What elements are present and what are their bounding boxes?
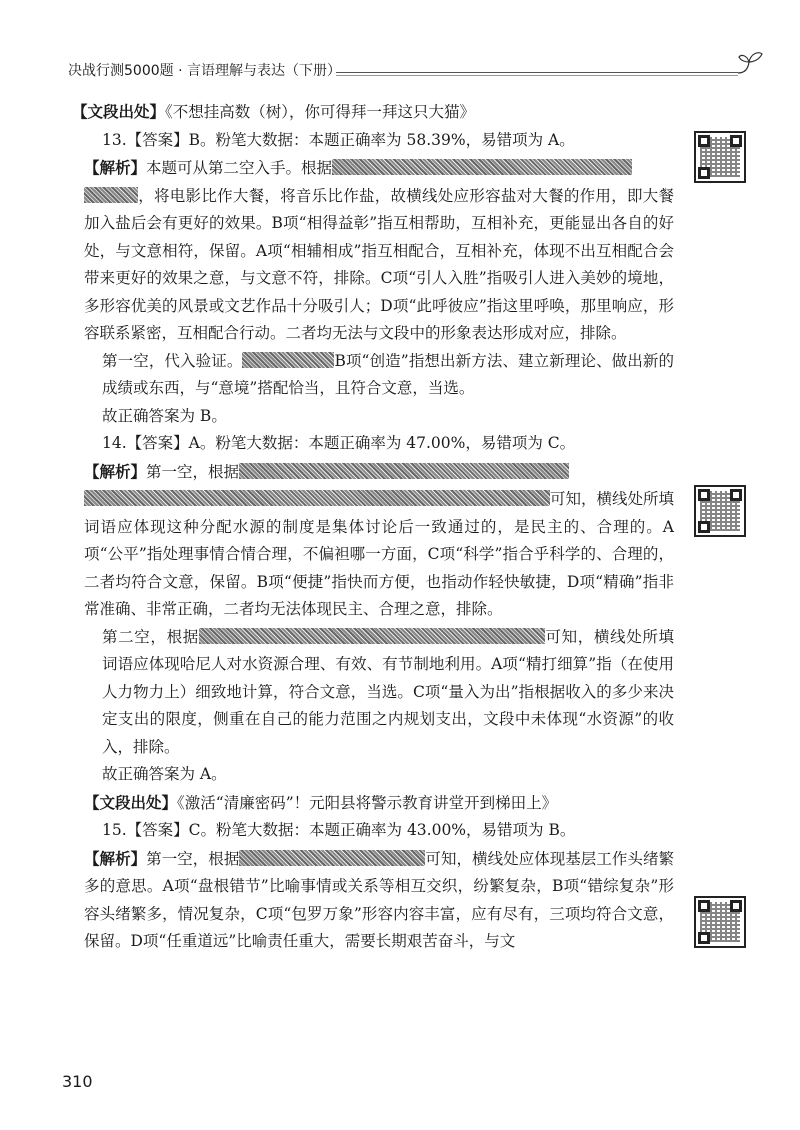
conclusion-text: 故正确答案为 B。 bbox=[102, 406, 227, 425]
masked-quote bbox=[84, 490, 550, 506]
conclusion-13 bbox=[84, 403, 674, 431]
analysis-text-b: 可知，横线处所填词语应体现哈尼人对水资源合理、有效、有节制地利用。A项“精打细算”指（在使用人力物力上）细致地计算，符合文意，当选。C项“量入为出”指根据收入的多少来决定支出的限度，侧重在自己的能力范围之内规划支出，文段中未体现“水资源”的收入，排除。 bbox=[102, 627, 674, 756]
analysis-text-b: 可知，横线处所填词语应体现这种分配水源的制度是集体讨论后一致通过的，是民主的、合理的。A项“公平”指处理事情合情合理，不偏袒哪一方面，C项“科学”指合乎科学的、合理的，二者均符合文意，保留。B项“便捷”指快而方便，也指动作轻快敏捷，D项“精确”指非常准确、非常正确，二者均无法体现民主、合理之意，排除。 bbox=[84, 490, 675, 618]
masked-quote bbox=[199, 628, 545, 644]
header-rule bbox=[336, 72, 738, 73]
conclusion-14 bbox=[84, 761, 674, 789]
analysis-14-blank2 bbox=[84, 624, 674, 762]
analysis-15 bbox=[84, 845, 674, 956]
answer-text: 13.【答案】B。粉笔大数据：本题正确率为 58.39%，易错项为 A。 bbox=[102, 130, 575, 149]
label: 【文段出处】 bbox=[84, 792, 178, 812]
answer-text: 14.【答案】A。粉笔大数据：本题正确率为 47.00%，易错项为 C。 bbox=[102, 434, 576, 452]
analysis-text-a: 第一空，根据 bbox=[146, 849, 240, 868]
source-title: 《激活“清廉密码”！元阳县将警示教育讲堂开到梯田上》 bbox=[177, 793, 558, 812]
masked-quote bbox=[332, 159, 632, 175]
conclusion-text: 故正确答案为 A。 bbox=[102, 765, 227, 783]
sprout-icon bbox=[734, 46, 768, 76]
analysis-text-a: 第二空，根据 bbox=[102, 627, 199, 646]
label: 【解析】 bbox=[84, 848, 147, 868]
masked-quote bbox=[84, 187, 138, 203]
source-line-12 bbox=[72, 98, 674, 127]
masked-quote bbox=[239, 850, 425, 866]
label: 【文段出处】 bbox=[72, 102, 166, 121]
source-line-14 bbox=[84, 789, 674, 818]
running-header bbox=[68, 60, 768, 84]
label: 【解析】 bbox=[84, 158, 147, 177]
label: 【解析】 bbox=[84, 461, 147, 481]
qr-code-13[interactable] bbox=[694, 131, 746, 183]
analysis-text-b: ，将电影比作大餐，将音乐比作盐，故横线处应形容盐对大餐的作用，即大餐加入盐后会有更好的效果。B项“相得益彰”指互相帮助，互相补充，更能显出各自的好处，与文意相符，保留。A项“相辅相成”指互相配合，互相补充，体现不出互相配合会带来更好的效果之意，与文意不符，排除。C项“引人入胜”指吸引人进入美妙的境地，多形容优美的风景或文艺作品十分吸引人；D项“此呼彼应”指这里呼唤，那里响应，形容联系紧密，互相配合行动。二者均无法与文段中的形象表达形成对应，排除。 bbox=[84, 186, 674, 342]
qr-code-14[interactable] bbox=[694, 485, 746, 537]
page-content bbox=[72, 98, 675, 956]
analysis-14 bbox=[84, 458, 674, 624]
analysis-text-b: 可知，横线处应体现基层工作头绪繁多的意思。A项“盘根错节”比喻事情或关系等相互交织，纷繁复杂，B项“错综复杂”形容头绪繁多，情况复杂，C项“包罗万象”形容内容丰富，应有尽有，三项均符合文意，保留。D项“任重道远”比喻责任重大，需要长期艰苦奋斗，与文 bbox=[84, 849, 674, 950]
answer-13 bbox=[84, 127, 674, 155]
masked-quote bbox=[239, 463, 569, 479]
analysis-13 bbox=[84, 154, 674, 348]
answer-text: 15.【答案】C。粉笔大数据：本题正确率为 43.00%，易错项为 B。 bbox=[102, 821, 576, 839]
analysis-text-a: 第一空，根据 bbox=[146, 462, 240, 481]
answer-15 bbox=[84, 817, 674, 845]
analysis-text-a: 本题可从第二空入手。根据 bbox=[146, 159, 333, 177]
analysis-text-a: 第一空，代入验证。 bbox=[102, 351, 243, 370]
book-title: 决战行测5000题 · 言语理解与表达（下册） bbox=[68, 63, 341, 79]
source-title: 《不想挂高数（树），你可得拜一拜这只大猫》 bbox=[165, 103, 476, 121]
answer-14 bbox=[84, 430, 674, 458]
page-number: 310 bbox=[62, 1072, 93, 1091]
analysis-13-blank1 bbox=[84, 348, 674, 403]
header-rule-thin bbox=[336, 75, 738, 76]
analysis-text-b: B项“创造”指想出新方法、建立新理论、做出新的成绩或东西，与“意境”搭配恰当，且符合文意，当选。 bbox=[102, 351, 674, 397]
masked-quote bbox=[242, 352, 334, 368]
qr-code-15[interactable] bbox=[694, 896, 746, 948]
